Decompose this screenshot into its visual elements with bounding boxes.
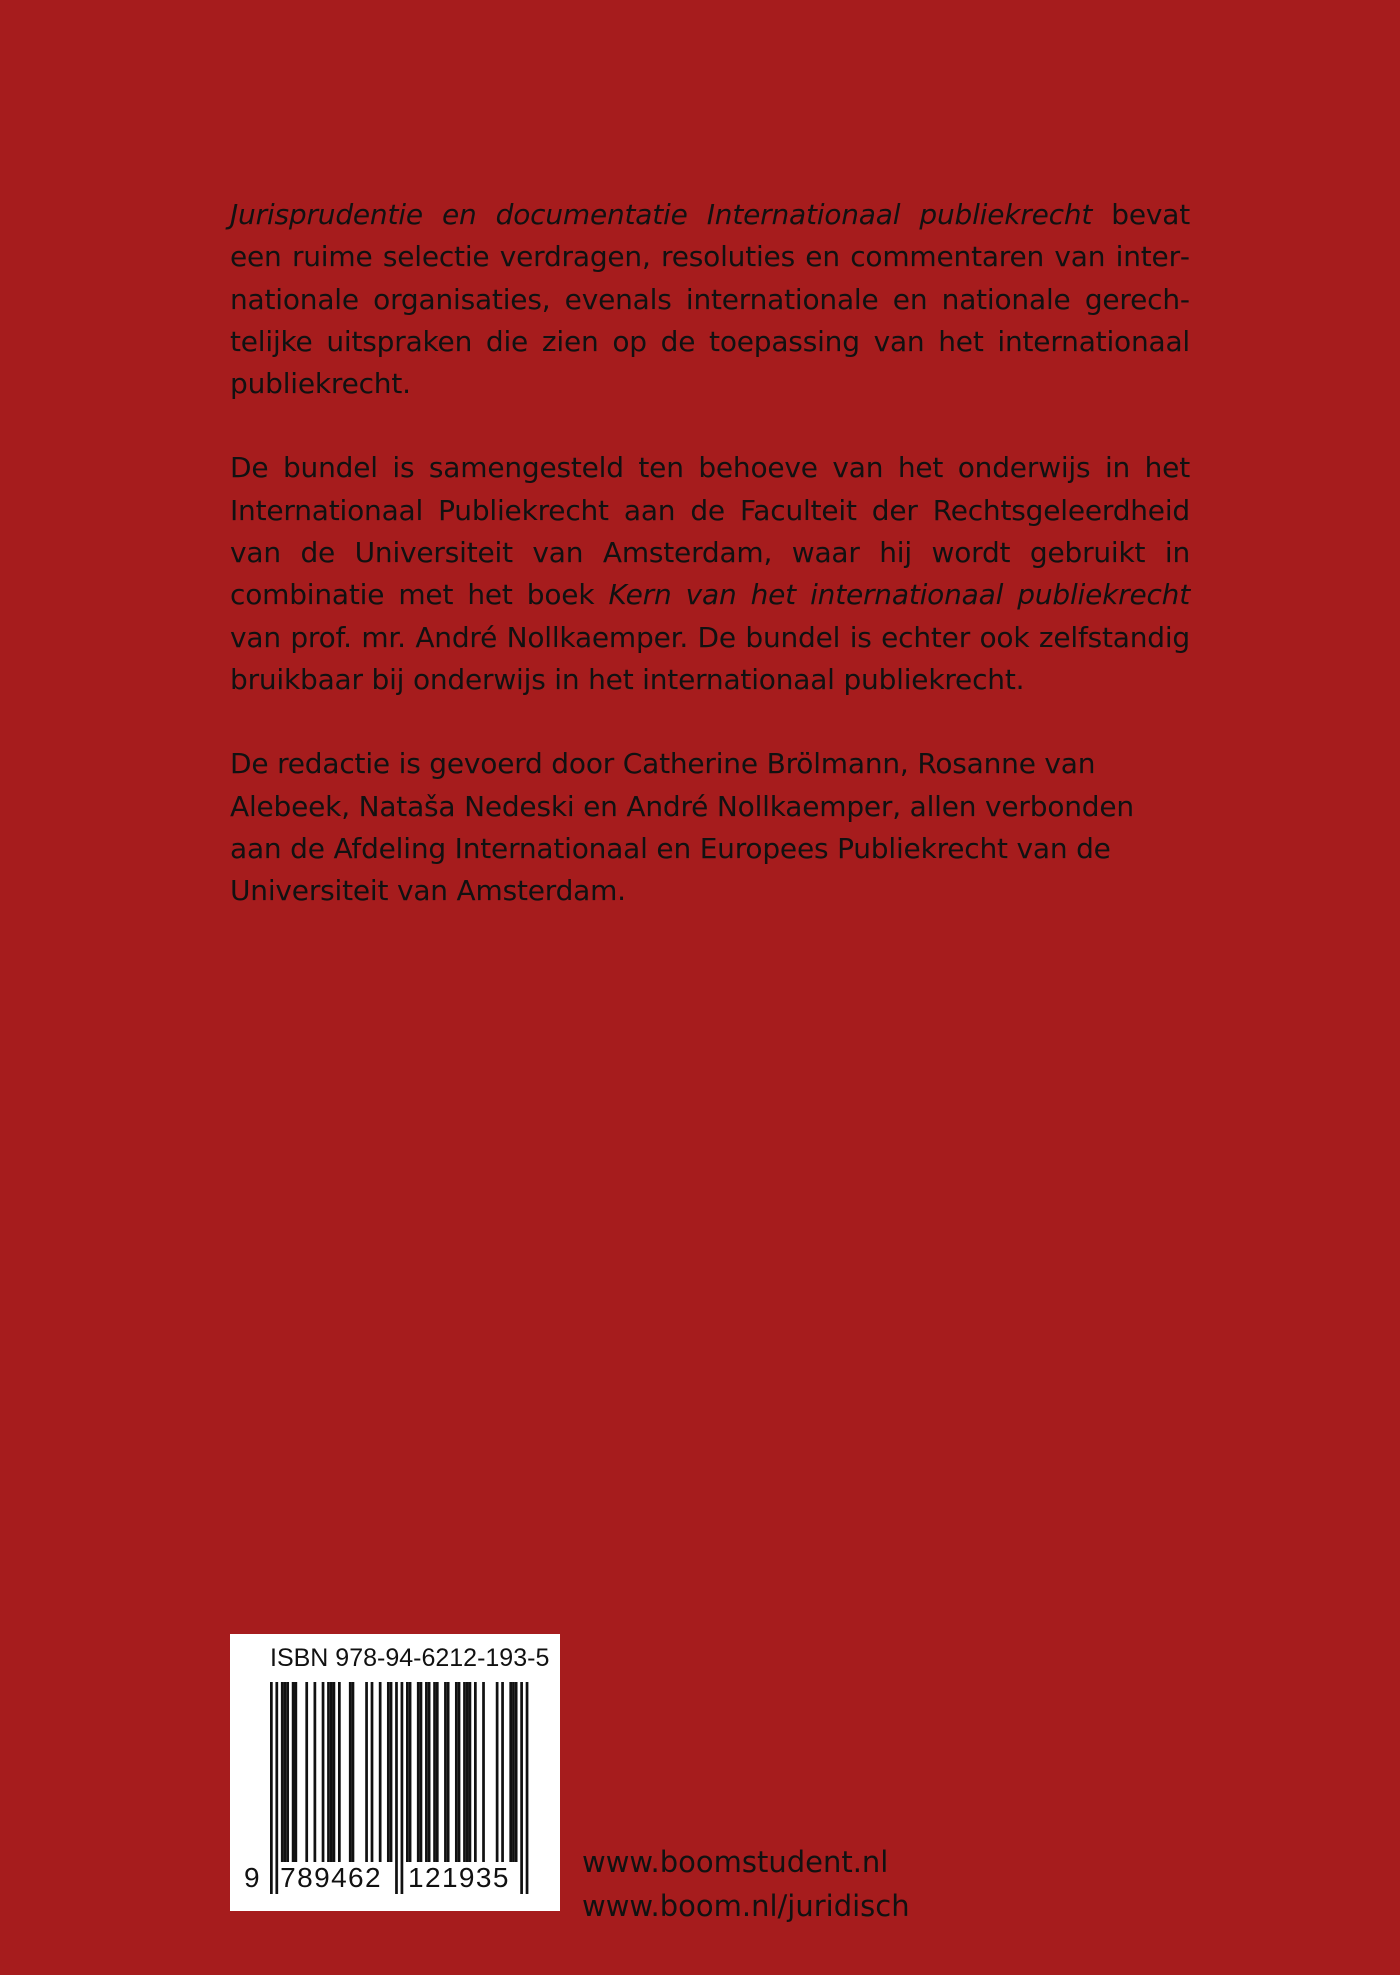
barcode-bar (512, 1682, 515, 1862)
barcode-bar (314, 1682, 317, 1862)
barcode-bar (352, 1682, 355, 1862)
book-title: Jurisprudentie en documentatie Internationaal publiekrecht (230, 198, 1093, 231)
isbn-label: ISBN 978-94-6212-193-5 (270, 1644, 550, 1672)
barcode-bar (469, 1682, 472, 1862)
barcode-bar (466, 1682, 469, 1862)
barcode-bar (333, 1682, 336, 1862)
blurb-paragraph-3 (230, 743, 1190, 912)
barcode-bar (455, 1682, 458, 1862)
isbn-barcode (230, 1634, 560, 1911)
blurb-paragraph-1 (230, 194, 1190, 405)
barcode-bar (349, 1682, 352, 1862)
referenced-book-title: Kern van het internationaal publiekrecht (608, 578, 1191, 612)
blurb-paragraph-1-text: bevat een ruime selectie verdragen, resoluties en commentaren van internationale organisaties, evenals internationale en nationale gerechtelijke uitspraken die zien op de toepassing van het internationaal publiekrecht. (230, 198, 1190, 401)
barcode-bar (294, 1682, 297, 1862)
barcode-lead-digit: 9 (244, 1862, 261, 1893)
barcode-bar (365, 1682, 368, 1862)
barcode-bar (322, 1682, 325, 1862)
barcode-bar (270, 1682, 273, 1894)
barcode-bar (330, 1682, 333, 1862)
barcode-bar (420, 1682, 423, 1862)
url-boom-juridisch: www.boom.nl/juridisch (582, 1889, 910, 1923)
barcode-bar (501, 1682, 504, 1862)
barcode-bar (520, 1682, 523, 1894)
barcode-left-digits: 789462 (280, 1862, 382, 1893)
barcode-bar (433, 1682, 436, 1862)
barcode-bar (496, 1682, 499, 1862)
barcode-bar (458, 1682, 461, 1862)
barcode-bar (327, 1682, 330, 1862)
blurb-paragraph-3-text: De redactie is gevoerd door Catherine Brölmann, Rosanne van Alebeek, Nataša Nedeski en André Nollkaemper, allen verbonden aan de Afdeling Internationaal en Europees Publiekrecht van de Universiteit van Amsterdam. (230, 747, 1134, 908)
publisher-urls (582, 1840, 910, 1928)
barcode-bar (390, 1682, 393, 1862)
barcode-bar (395, 1682, 398, 1894)
barcode-bar (387, 1682, 390, 1862)
blurb-paragraph-2 (230, 447, 1190, 701)
barcode-bar (515, 1682, 518, 1862)
barcode-bar (447, 1682, 450, 1862)
barcode-bar (401, 1682, 404, 1894)
barcode-bar (406, 1682, 409, 1862)
blurb-paragraph-2-text-after: van prof. mr. André Nollkaemper. De bundel is echter ook zelfstandig bruikbaar bij onderwijs in het internationaal publiekrecht. (230, 620, 1190, 696)
barcode-bar (371, 1682, 374, 1862)
barcode-bar (463, 1682, 466, 1862)
barcode-bar (409, 1682, 412, 1862)
barcode-bar (281, 1682, 284, 1862)
barcode-bar (428, 1682, 431, 1862)
barcode-bar (284, 1682, 287, 1862)
back-cover-blurb (230, 194, 1190, 954)
barcode-right-digits: 121935 (408, 1862, 510, 1893)
barcode-bar (292, 1682, 295, 1862)
barcode-bar (444, 1682, 447, 1862)
url-boomstudent: www.boomstudent.nl (582, 1845, 889, 1879)
barcode-bar (379, 1682, 382, 1862)
blurb-paragraph-2-text-before: De bundel is samengesteld ten behoeve van het onderwijs in het Internationaal Publiekrecht aan de Faculteit der Rechtsgeleerdheid van de Universiteit van Amsterdam, waar hij wordt gebruikt in combinatie met het boek (230, 451, 1190, 612)
barcode-bar (425, 1682, 428, 1862)
barcode-bar (275, 1682, 278, 1894)
barcode-bar (482, 1682, 485, 1862)
barcode-bar (417, 1682, 420, 1862)
barcode-bar (305, 1682, 308, 1862)
barcode-bar (509, 1682, 512, 1862)
barcode-bar (474, 1682, 477, 1862)
barcode-bar (338, 1682, 341, 1862)
barcode-bar (436, 1682, 439, 1862)
barcode-bar (526, 1682, 529, 1894)
barcode-bar (286, 1682, 289, 1862)
